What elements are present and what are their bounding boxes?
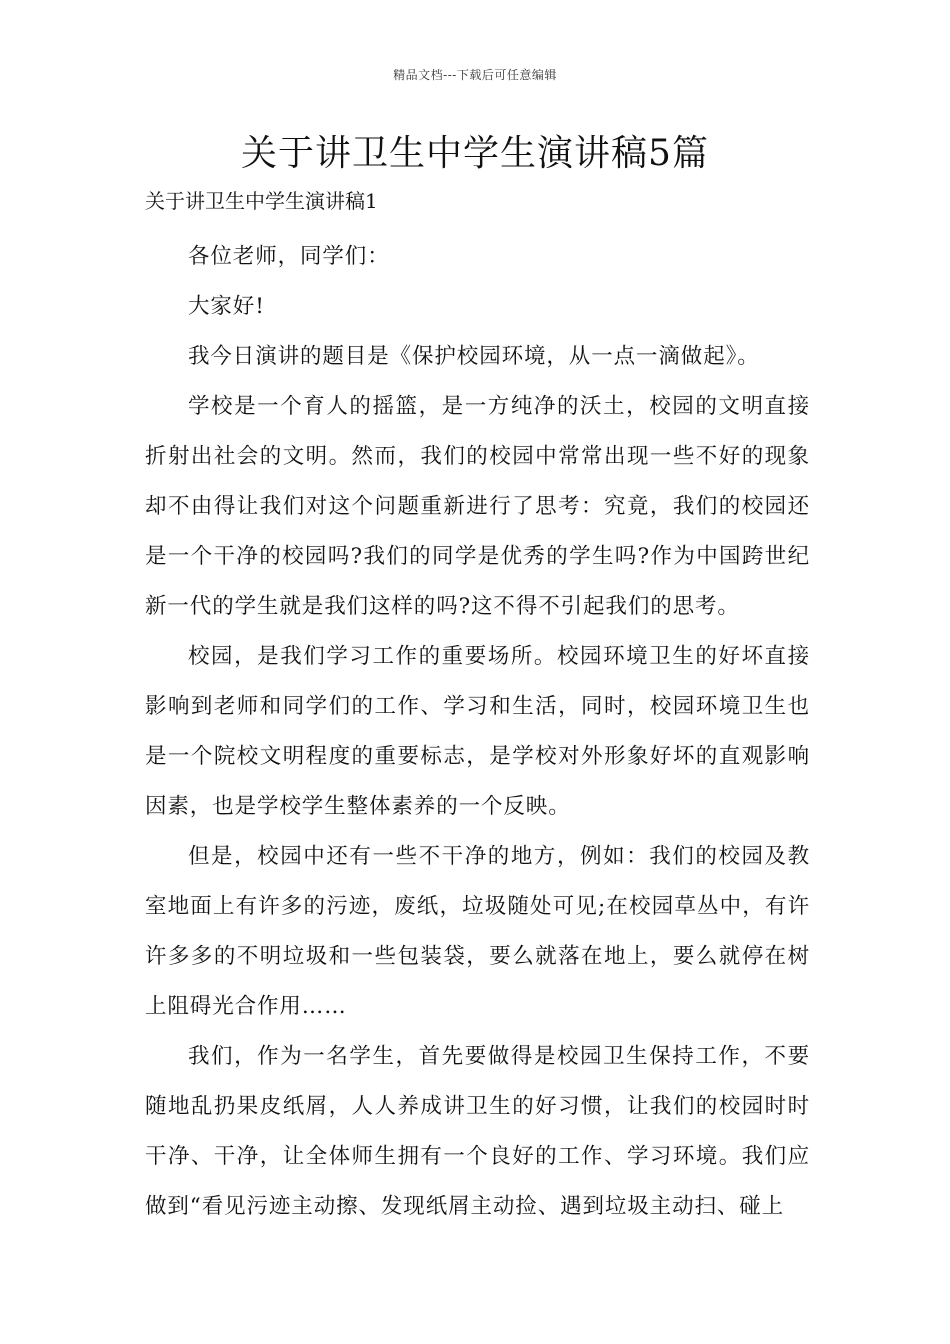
document-body [145, 232, 810, 1232]
document-title: 关于讲卫生中学生演讲稿5篇 [241, 133, 709, 174]
paragraph-body: 校园，是我们学习工作的重要场所。校园环境卫生的好坏直接影响到老师和同学们的工作、学习和生活，同时，校园环境卫生也是一个院校文明程度的重要标志，是学校对外形象好坏的直观影响因素，也是学校学生整体素养的一个反映。 [145, 644, 810, 819]
paragraph-body: 我们，作为一名学生，首先要做得是校园卫生保持工作，不要随地乱扔果皮纸屑，人人养成讲卫生的好习惯，让我们的校园时时干净、干净，让全体师生拥有一个良好的工作、学习环境。我们应做到“看见污迹主动擦、发现纸屑主动捡、遇到垃圾主动扫、碰上 [145, 1044, 810, 1219]
document-subtitle: 关于讲卫生中学生演讲稿1 [145, 189, 378, 213]
paragraph-body: 但是，校园中还有一些不干净的地方，例如：我们的校园及教室地面上有许多的污迹，废纸，垃圾随处可见;在校园草丛中，有许许多多的不明垃圾和一些包装袋，要么就落在地上，要么就停在树上阻碍光合作用…… [145, 844, 810, 1019]
paragraph-topic: 我今日演讲的题目是《保护校园环境，从一点一滴做起》。 [188, 344, 760, 369]
paragraph-greeting: 各位老师，同学们： [188, 244, 390, 269]
paragraph-hello: 大家好! [188, 294, 265, 319]
header-note: 精品文档---下载后可任意编辑 [393, 68, 557, 82]
paragraph-body: 学校是一个育人的摇篮，是一方纯净的沃土，校园的文明直接折射出社会的文明。然而，我们的校园中常常出现一些不好的现象却不由得让我们对这个问题重新进行了思考：究竟，我们的校园还是一个干净的校园吗?我们的同学是优秀的学生吗?作为中国跨世纪新一代的学生就是我们这样的吗?这不得不引起我们的思考。 [145, 394, 810, 619]
